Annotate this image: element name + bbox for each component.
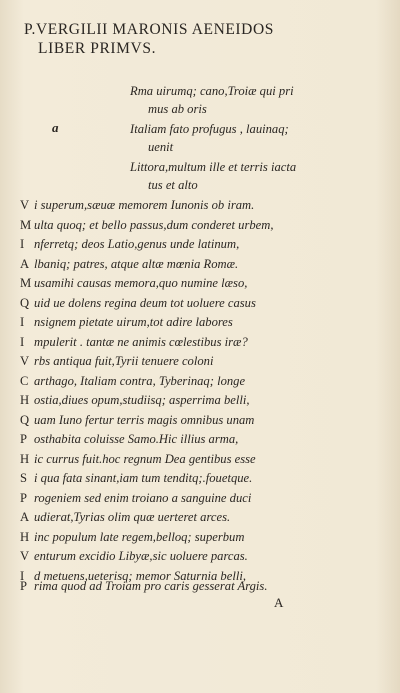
verse-text: udierat,Tyrias olim quæ uerteret arces.: [34, 510, 231, 524]
intro-line-continuation: uenit: [148, 140, 174, 154]
verse-initial: I: [20, 237, 25, 251]
intro-line: Italiam fato profugus , lauinaq;: [130, 122, 289, 136]
verse-line: [20, 450, 256, 470]
intro-line-continuation: tus et alto: [148, 178, 198, 192]
verse-text: i qua fata sinant,iam tum tenditq;.fouetque.: [34, 471, 253, 485]
verse-line: [20, 489, 251, 509]
verse-text: lbaniq; patres, atque altæ mœnia Romæ.: [34, 256, 239, 271]
verse-text: enturum excidio Libyæ,sic uoluere parcas.: [34, 549, 248, 563]
verse-text: nsignem pietate uirum,tot adire labores: [34, 315, 233, 329]
verse-line: [20, 528, 244, 548]
verse-initial: P: [20, 490, 28, 505]
verse-initial: M: [20, 217, 32, 232]
verse-line: [20, 313, 233, 333]
verse-line: [20, 294, 256, 314]
verse-text: mpulerit . tantæ ne animis cœlestibus iræ?: [34, 334, 248, 349]
verse-text: ulta quoq; et bello passus,dum conderet urbem,: [34, 217, 274, 232]
verse-line: [20, 216, 273, 236]
verse-initial: H: [20, 529, 30, 544]
verse-line: [20, 372, 245, 392]
running-head: [24, 20, 384, 58]
verse-initial: A: [20, 510, 30, 524]
verse-initial: P: [20, 432, 28, 446]
verse-line: [20, 391, 250, 411]
verse-initial: V: [20, 549, 30, 563]
intro-line: Littora,multum ille et terris iacta: [130, 160, 297, 174]
verse-text: i superum,sæuæ memorem Iunonis ob iram.: [34, 198, 255, 212]
verse-text: uam Iuno fertur terris magis omnibus unam: [34, 412, 255, 427]
verse-initial: I: [20, 568, 25, 583]
verse-initial: V: [20, 354, 30, 368]
verse-initial: V: [20, 198, 30, 212]
verse-text: uid ue dolens regina deum tot uoluere casus: [34, 295, 256, 310]
running-head-title: P.VERGILII MARONIS AENEIDOS: [24, 21, 274, 38]
verse-text: ostia,diues opum,studiisq; asperrima belli,: [34, 393, 250, 407]
verse-initial: M: [20, 276, 32, 290]
verse-initial: S: [20, 471, 28, 485]
verse-initial: H: [20, 393, 30, 407]
verse-line: [20, 547, 248, 567]
verse-initial: Q: [20, 412, 30, 427]
running-head-book: LIBER PRIMVS.: [38, 40, 157, 57]
verse-line: [20, 333, 248, 353]
verse-line: [20, 255, 238, 275]
verse-initial: H: [20, 451, 30, 466]
verse-line: [20, 469, 252, 489]
verse-text: usamihi causas memora,quo numine læso,: [34, 276, 248, 290]
verse-line: [20, 352, 213, 372]
verse-text: osthabita coluisse Samo.Hic illius arma,: [34, 432, 239, 446]
intro-line: Rma uirumq; cano,Troiæ qui pri: [130, 84, 294, 98]
verse-initial: C: [20, 373, 29, 388]
verse-text: ic currus fuit.hoc regnum Dea gentibus esse: [34, 451, 256, 466]
verse-text: rima quod ad Troiam pro caris gesserat Argis.: [34, 579, 268, 593]
verse-text: d metuens,ueterisq; memor Saturnia belli,: [34, 568, 246, 583]
verse-initial: I: [20, 334, 25, 349]
verse-line: [20, 235, 239, 255]
margin-marker: a: [52, 120, 59, 135]
verse-initial: I: [20, 315, 25, 329]
verse-line: [20, 274, 247, 294]
signature-mark: A: [274, 595, 284, 610]
verse-text: rbs antiqua fuit,Tyrii tenuere coloni: [34, 354, 214, 368]
verse-text: rogeniem sed enim troiano a sanguine duci: [34, 490, 252, 505]
verse-initial: A: [20, 256, 30, 271]
verse-initial: Q: [20, 295, 30, 310]
verse-text: inc populum late regem,belloq; superbum: [34, 529, 245, 544]
verse-line: [20, 430, 238, 450]
verse-line: [20, 196, 254, 216]
verse-initial: P: [20, 579, 28, 593]
verse-line: [20, 508, 230, 528]
verse-text: nferretq; deos Latio,genus unde latinum,: [34, 237, 240, 251]
verse-line: [20, 577, 267, 597]
verse-text: arthago, Italiam contra, Tyberinaq; longe: [34, 373, 246, 388]
verse-line: [20, 411, 254, 431]
intro-line-continuation: mus ab oris: [148, 102, 207, 116]
